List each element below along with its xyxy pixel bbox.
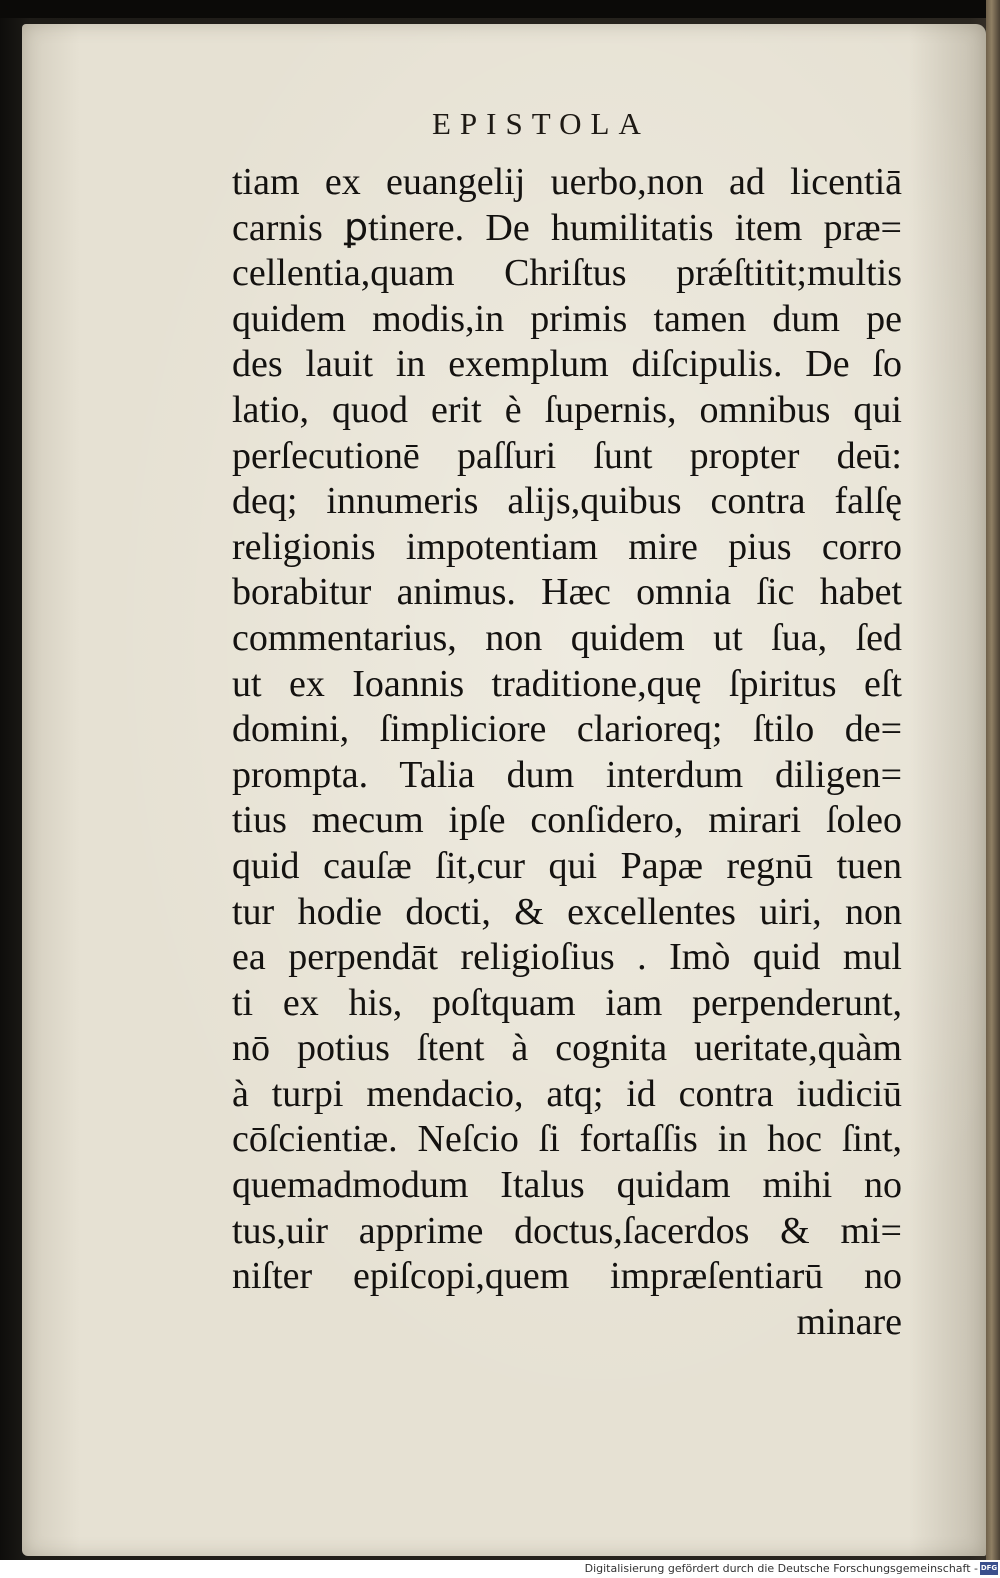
text-line: quidem modis,in primis tamen dum pe [232, 297, 902, 340]
text-line: tur hodie docti, & excellentes uiri, non [232, 890, 902, 933]
book-page [22, 24, 986, 1556]
text-line: quemadmodum Italus quidam mihi no [232, 1164, 902, 1207]
scan-top-edge [0, 0, 1000, 18]
catchword: minare [796, 1300, 902, 1343]
text-line: latio, quod erit è ſupernis, omnibus qui [232, 388, 902, 431]
text-line: prompta. Talia dum interdum diligen= [232, 753, 902, 796]
dfg-logo-icon: DFG [980, 1562, 998, 1575]
text-line: quid cauſæ ſit,cur qui Papæ regnū tuen [232, 844, 902, 887]
text-line: religionis impotentiam mire pius corro [232, 525, 902, 568]
text-line: perſecutionē paſſuri ſunt propter deū: [232, 434, 902, 477]
text-line: ut ex Ioannis traditione,quę ſpiritus eſt [232, 662, 902, 705]
text-line: nō potius ſtent à cognita ueritate,quàm [232, 1027, 902, 1070]
text-line: carnis ꝑtinere. De humilitatis item præ= [232, 206, 902, 249]
text-line: deq; innumeris alijs,quibus contra falſę [232, 480, 902, 523]
text-line: cōſcientiæ. Neſcio ſi fortaſſis in hoc ſint, [232, 1118, 902, 1161]
text-line: commentarius, non quidem ut ſua, ſed [232, 616, 902, 659]
text-line: cellentia,quam Chriſtus prǽſtitit;multis [232, 252, 902, 295]
text-line: domini, ſimpliciore clarioreq; ſtilo de= [232, 708, 902, 751]
text-line: tus,uir apprime doctus,ſacerdos & mi= [232, 1209, 902, 1252]
text-line: des lauit in exemplum diſcipulis. De ſo [232, 343, 902, 386]
running-head: EPISTOLA [432, 106, 650, 141]
book-page-edges [986, 0, 1000, 1560]
body-text [232, 160, 902, 1345]
text-line: ea perpendāt religioſius . Imò quid mul [232, 936, 902, 979]
text-line: niſter epiſcopi,quem impræſentiarū no [232, 1255, 902, 1298]
text-line: à turpi mendacio, atq; id contra iudiciū [232, 1072, 902, 1115]
text-line: tiam ex euangelij uerbo,non ad licentiā [232, 161, 902, 203]
text-line: borabitur animus. Hæc omnia ſic habet [232, 571, 902, 614]
digitization-credit: Digitalisierung gefördert durch die Deutsche Forschungsgemeinschaft - [584, 1562, 978, 1575]
text-line: tius mecum ipſe conſidero, mirari ſoleo [232, 799, 902, 842]
text-line: ti ex his, poſtquam iam perpenderunt, [232, 981, 902, 1024]
